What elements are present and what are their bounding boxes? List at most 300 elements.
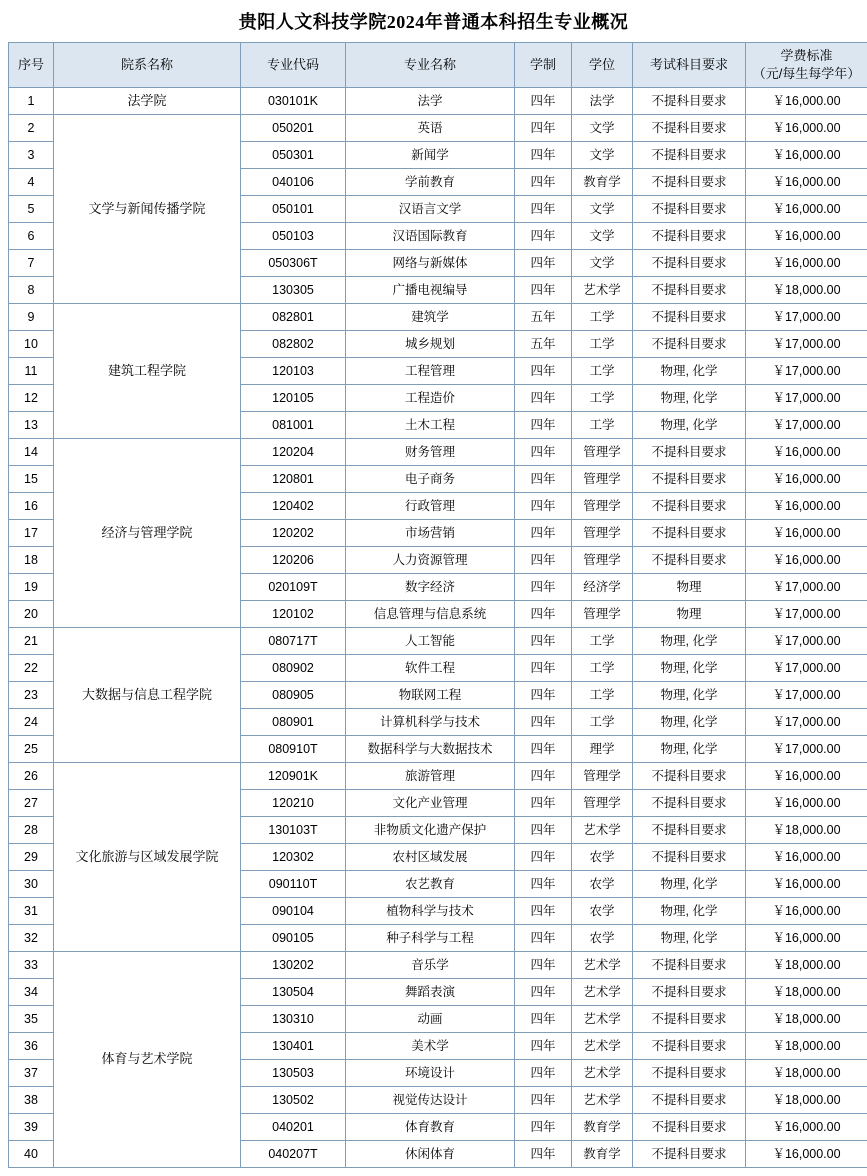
cell-length: 四年 (515, 601, 572, 628)
cell-fee: ￥18,000.00 (746, 817, 867, 844)
cell-fee: ￥17,000.00 (746, 385, 867, 412)
cell-fee: ￥18,000.00 (746, 979, 867, 1006)
cell-exam-requirement: 不提科目要求 (633, 331, 746, 358)
cell-length: 四年 (515, 844, 572, 871)
cell-length: 四年 (515, 547, 572, 574)
cell-major-code: 120402 (241, 493, 346, 520)
cell-exam-requirement: 不提科目要求 (633, 547, 746, 574)
cell-degree: 农学 (572, 898, 633, 925)
cell-major-code: 120901K (241, 763, 346, 790)
column-header-major-name: 专业名称 (346, 43, 515, 88)
cell-fee: ￥17,000.00 (746, 736, 867, 763)
cell-degree: 工学 (572, 709, 633, 736)
cell-exam-requirement: 不提科目要求 (633, 304, 746, 331)
cell-major-name: 财务管理 (346, 439, 515, 466)
cell-index: 30 (9, 871, 54, 898)
cell-index: 10 (9, 331, 54, 358)
cell-exam-requirement: 物理, 化学 (633, 358, 746, 385)
cell-major-name: 建筑学 (346, 304, 515, 331)
cell-exam-requirement: 不提科目要求 (633, 1006, 746, 1033)
cell-major-name: 舞蹈表演 (346, 979, 515, 1006)
cell-exam-requirement: 物理, 化学 (633, 925, 746, 952)
cell-fee: ￥17,000.00 (746, 709, 867, 736)
cell-degree: 管理学 (572, 763, 633, 790)
cell-length: 四年 (515, 736, 572, 763)
column-header-length: 学制 (515, 43, 572, 88)
cell-fee: ￥16,000.00 (746, 196, 867, 223)
cell-exam-requirement: 物理, 化学 (633, 682, 746, 709)
cell-major-code: 130305 (241, 277, 346, 304)
cell-major-code: 130202 (241, 952, 346, 979)
cell-index: 13 (9, 412, 54, 439)
cell-fee: ￥16,000.00 (746, 88, 867, 115)
cell-index: 36 (9, 1033, 54, 1060)
cell-fee: ￥18,000.00 (746, 1087, 867, 1114)
cell-index: 15 (9, 466, 54, 493)
cell-index: 26 (9, 763, 54, 790)
cell-exam-requirement: 物理, 化学 (633, 628, 746, 655)
cell-length: 四年 (515, 1114, 572, 1141)
cell-major-code: 020109T (241, 574, 346, 601)
cell-degree: 管理学 (572, 790, 633, 817)
table-row (9, 763, 867, 790)
cell-major-code: 040207T (241, 1141, 346, 1168)
cell-fee: ￥18,000.00 (746, 277, 867, 304)
cell-degree: 教育学 (572, 1141, 633, 1168)
cell-major-code: 130103T (241, 817, 346, 844)
cell-major-code: 050201 (241, 115, 346, 142)
cell-fee: ￥16,000.00 (746, 493, 867, 520)
cell-exam-requirement: 不提科目要求 (633, 142, 746, 169)
cell-index: 37 (9, 1060, 54, 1087)
cell-exam-requirement: 不提科目要求 (633, 1087, 746, 1114)
cell-fee: ￥16,000.00 (746, 169, 867, 196)
cell-degree: 艺术学 (572, 1060, 633, 1087)
cell-index: 21 (9, 628, 54, 655)
majors-table (8, 42, 867, 1168)
cell-index: 33 (9, 952, 54, 979)
cell-fee: ￥17,000.00 (746, 358, 867, 385)
cell-length: 五年 (515, 331, 572, 358)
cell-major-code: 130401 (241, 1033, 346, 1060)
cell-length: 四年 (515, 628, 572, 655)
cell-major-code: 130504 (241, 979, 346, 1006)
cell-major-name: 人工智能 (346, 628, 515, 655)
cell-fee: ￥17,000.00 (746, 601, 867, 628)
cell-degree: 管理学 (572, 466, 633, 493)
cell-degree: 艺术学 (572, 979, 633, 1006)
cell-fee: ￥16,000.00 (746, 547, 867, 574)
cell-major-name: 数字经济 (346, 574, 515, 601)
cell-exam-requirement: 物理, 化学 (633, 385, 746, 412)
cell-major-code: 050103 (241, 223, 346, 250)
cell-major-name: 土木工程 (346, 412, 515, 439)
cell-length: 四年 (515, 115, 572, 142)
cell-department: 法学院 (54, 88, 241, 115)
cell-major-name: 非物质文化遗产保护 (346, 817, 515, 844)
cell-index: 19 (9, 574, 54, 601)
table-row (9, 952, 867, 979)
cell-exam-requirement: 物理, 化学 (633, 871, 746, 898)
cell-degree: 艺术学 (572, 1033, 633, 1060)
cell-length: 四年 (515, 709, 572, 736)
column-header-fee-line2: （元/每生每学年） (746, 65, 867, 83)
cell-index: 2 (9, 115, 54, 142)
cell-exam-requirement: 不提科目要求 (633, 250, 746, 277)
cell-fee: ￥17,000.00 (746, 628, 867, 655)
cell-major-name: 植物科学与技术 (346, 898, 515, 925)
cell-length: 四年 (515, 952, 572, 979)
page-title: 贵阳人文科技学院2024年普通本科招生专业概况 (8, 8, 859, 34)
table-row (9, 88, 867, 115)
cell-exam-requirement: 不提科目要求 (633, 439, 746, 466)
cell-fee: ￥16,000.00 (746, 1141, 867, 1168)
cell-degree: 农学 (572, 871, 633, 898)
cell-major-code: 080902 (241, 655, 346, 682)
cell-fee: ￥17,000.00 (746, 304, 867, 331)
cell-major-name: 动画 (346, 1006, 515, 1033)
cell-fee: ￥17,000.00 (746, 682, 867, 709)
cell-index: 35 (9, 1006, 54, 1033)
cell-major-code: 090104 (241, 898, 346, 925)
cell-length: 四年 (515, 1033, 572, 1060)
cell-degree: 管理学 (572, 493, 633, 520)
cell-fee: ￥17,000.00 (746, 412, 867, 439)
cell-major-name: 物联网工程 (346, 682, 515, 709)
cell-fee: ￥16,000.00 (746, 439, 867, 466)
cell-degree: 教育学 (572, 1114, 633, 1141)
cell-major-name: 网络与新媒体 (346, 250, 515, 277)
cell-fee: ￥18,000.00 (746, 1033, 867, 1060)
cell-exam-requirement: 物理 (633, 574, 746, 601)
cell-exam-requirement: 物理, 化学 (633, 655, 746, 682)
cell-length: 四年 (515, 196, 572, 223)
cell-major-name: 旅游管理 (346, 763, 515, 790)
cell-length: 四年 (515, 790, 572, 817)
cell-fee: ￥18,000.00 (746, 1060, 867, 1087)
cell-major-name: 市场营销 (346, 520, 515, 547)
cell-exam-requirement: 不提科目要求 (633, 1033, 746, 1060)
cell-major-name: 工程管理 (346, 358, 515, 385)
cell-index: 11 (9, 358, 54, 385)
cell-fee: ￥17,000.00 (746, 574, 867, 601)
cell-index: 5 (9, 196, 54, 223)
cell-length: 四年 (515, 682, 572, 709)
cell-fee: ￥17,000.00 (746, 331, 867, 358)
cell-exam-requirement: 不提科目要求 (633, 466, 746, 493)
cell-degree: 工学 (572, 412, 633, 439)
cell-length: 四年 (515, 466, 572, 493)
cell-major-code: 130502 (241, 1087, 346, 1114)
cell-exam-requirement: 不提科目要求 (633, 520, 746, 547)
cell-fee: ￥16,000.00 (746, 250, 867, 277)
cell-fee: ￥16,000.00 (746, 871, 867, 898)
cell-degree: 文学 (572, 115, 633, 142)
column-header-degree: 学位 (572, 43, 633, 88)
cell-length: 四年 (515, 169, 572, 196)
cell-exam-requirement: 物理, 化学 (633, 898, 746, 925)
cell-major-name: 新闻学 (346, 142, 515, 169)
cell-major-name: 行政管理 (346, 493, 515, 520)
cell-index: 8 (9, 277, 54, 304)
cell-major-code: 120210 (241, 790, 346, 817)
cell-fee: ￥16,000.00 (746, 223, 867, 250)
cell-major-code: 120102 (241, 601, 346, 628)
cell-major-name: 英语 (346, 115, 515, 142)
cell-degree: 艺术学 (572, 952, 633, 979)
cell-major-code: 030101K (241, 88, 346, 115)
cell-major-name: 工程造价 (346, 385, 515, 412)
cell-major-code: 050101 (241, 196, 346, 223)
cell-exam-requirement: 物理, 化学 (633, 412, 746, 439)
cell-exam-requirement: 不提科目要求 (633, 196, 746, 223)
column-header-exam: 考试科目要求 (633, 43, 746, 88)
cell-length: 四年 (515, 142, 572, 169)
cell-department: 经济与管理学院 (54, 439, 241, 628)
cell-major-name: 环境设计 (346, 1060, 515, 1087)
cell-exam-requirement: 不提科目要求 (633, 115, 746, 142)
cell-major-name: 农村区域发展 (346, 844, 515, 871)
table-header (9, 43, 867, 88)
cell-index: 32 (9, 925, 54, 952)
cell-exam-requirement: 不提科目要求 (633, 844, 746, 871)
table-header-row (9, 43, 867, 88)
cell-exam-requirement: 不提科目要求 (633, 790, 746, 817)
column-header-major-code: 专业代码 (241, 43, 346, 88)
cell-major-code: 080717T (241, 628, 346, 655)
cell-length: 四年 (515, 1006, 572, 1033)
cell-major-code: 040106 (241, 169, 346, 196)
cell-department: 文化旅游与区域发展学院 (54, 763, 241, 952)
cell-index: 29 (9, 844, 54, 871)
cell-index: 20 (9, 601, 54, 628)
cell-index: 24 (9, 709, 54, 736)
cell-fee: ￥16,000.00 (746, 844, 867, 871)
cell-major-name: 人力资源管理 (346, 547, 515, 574)
cell-major-name: 视觉传达设计 (346, 1087, 515, 1114)
cell-major-name: 数据科学与大数据技术 (346, 736, 515, 763)
cell-fee: ￥16,000.00 (746, 520, 867, 547)
cell-fee: ￥18,000.00 (746, 952, 867, 979)
cell-length: 四年 (515, 250, 572, 277)
cell-length: 四年 (515, 358, 572, 385)
cell-length: 五年 (515, 304, 572, 331)
cell-length: 四年 (515, 925, 572, 952)
cell-major-name: 学前教育 (346, 169, 515, 196)
cell-degree: 工学 (572, 655, 633, 682)
cell-exam-requirement: 物理, 化学 (633, 709, 746, 736)
cell-length: 四年 (515, 763, 572, 790)
cell-fee: ￥16,000.00 (746, 1114, 867, 1141)
cell-major-name: 文化产业管理 (346, 790, 515, 817)
cell-major-name: 农艺教育 (346, 871, 515, 898)
cell-exam-requirement: 不提科目要求 (633, 817, 746, 844)
cell-index: 4 (9, 169, 54, 196)
cell-length: 四年 (515, 277, 572, 304)
cell-major-name: 音乐学 (346, 952, 515, 979)
cell-degree: 工学 (572, 304, 633, 331)
cell-major-code: 080905 (241, 682, 346, 709)
cell-index: 3 (9, 142, 54, 169)
cell-length: 四年 (515, 412, 572, 439)
cell-exam-requirement: 不提科目要求 (633, 979, 746, 1006)
cell-degree: 管理学 (572, 520, 633, 547)
cell-degree: 农学 (572, 925, 633, 952)
column-header-fee-line1: 学费标准 (746, 47, 867, 65)
cell-degree: 艺术学 (572, 1006, 633, 1033)
cell-major-code: 120105 (241, 385, 346, 412)
cell-length: 四年 (515, 1087, 572, 1114)
cell-major-code: 130503 (241, 1060, 346, 1087)
cell-fee: ￥16,000.00 (746, 142, 867, 169)
cell-index: 38 (9, 1087, 54, 1114)
cell-length: 四年 (515, 898, 572, 925)
cell-major-name: 广播电视编导 (346, 277, 515, 304)
cell-fee: ￥16,000.00 (746, 466, 867, 493)
cell-major-name: 汉语国际教育 (346, 223, 515, 250)
cell-degree: 艺术学 (572, 1087, 633, 1114)
cell-major-code: 120206 (241, 547, 346, 574)
cell-major-code: 082801 (241, 304, 346, 331)
cell-exam-requirement: 不提科目要求 (633, 88, 746, 115)
cell-department: 大数据与信息工程学院 (54, 628, 241, 763)
cell-major-code: 082802 (241, 331, 346, 358)
cell-index: 23 (9, 682, 54, 709)
cell-degree: 教育学 (572, 169, 633, 196)
cell-length: 四年 (515, 493, 572, 520)
cell-length: 四年 (515, 655, 572, 682)
cell-fee: ￥16,000.00 (746, 763, 867, 790)
cell-major-name: 软件工程 (346, 655, 515, 682)
cell-index: 9 (9, 304, 54, 331)
column-header-fee (746, 43, 867, 88)
cell-index: 34 (9, 979, 54, 1006)
cell-degree: 农学 (572, 844, 633, 871)
cell-department: 体育与艺术学院 (54, 952, 241, 1168)
cell-length: 四年 (515, 1060, 572, 1087)
cell-exam-requirement: 不提科目要求 (633, 1060, 746, 1087)
cell-major-code: 050306T (241, 250, 346, 277)
cell-fee: ￥16,000.00 (746, 925, 867, 952)
cell-index: 39 (9, 1114, 54, 1141)
cell-exam-requirement: 不提科目要求 (633, 952, 746, 979)
cell-degree: 工学 (572, 331, 633, 358)
table-row (9, 628, 867, 655)
cell-major-name: 信息管理与信息系统 (346, 601, 515, 628)
cell-degree: 工学 (572, 682, 633, 709)
cell-major-code: 040201 (241, 1114, 346, 1141)
cell-index: 1 (9, 88, 54, 115)
cell-exam-requirement: 不提科目要求 (633, 223, 746, 250)
cell-index: 40 (9, 1141, 54, 1168)
cell-length: 四年 (515, 1141, 572, 1168)
cell-length: 四年 (515, 88, 572, 115)
table-body (9, 88, 867, 1168)
cell-exam-requirement: 不提科目要求 (633, 1141, 746, 1168)
cell-degree: 艺术学 (572, 817, 633, 844)
cell-index: 25 (9, 736, 54, 763)
cell-degree: 法学 (572, 88, 633, 115)
cell-major-name: 法学 (346, 88, 515, 115)
cell-length: 四年 (515, 871, 572, 898)
cell-major-code: 120801 (241, 466, 346, 493)
cell-major-code: 130310 (241, 1006, 346, 1033)
cell-degree: 文学 (572, 142, 633, 169)
cell-major-code: 081001 (241, 412, 346, 439)
cell-index: 31 (9, 898, 54, 925)
cell-major-name: 种子科学与工程 (346, 925, 515, 952)
cell-index: 6 (9, 223, 54, 250)
cell-major-code: 080901 (241, 709, 346, 736)
cell-degree: 文学 (572, 196, 633, 223)
cell-length: 四年 (515, 817, 572, 844)
cell-fee: ￥16,000.00 (746, 115, 867, 142)
cell-length: 四年 (515, 439, 572, 466)
cell-major-name: 计算机科学与技术 (346, 709, 515, 736)
cell-major-name: 体育教育 (346, 1114, 515, 1141)
cell-index: 17 (9, 520, 54, 547)
cell-fee: ￥17,000.00 (746, 655, 867, 682)
column-header-index: 序号 (9, 43, 54, 88)
cell-degree: 管理学 (572, 601, 633, 628)
cell-degree: 管理学 (572, 547, 633, 574)
cell-degree: 理学 (572, 736, 633, 763)
cell-index: 16 (9, 493, 54, 520)
cell-length: 四年 (515, 574, 572, 601)
cell-exam-requirement: 不提科目要求 (633, 1114, 746, 1141)
cell-major-code: 050301 (241, 142, 346, 169)
cell-major-code: 080910T (241, 736, 346, 763)
table-row (9, 439, 867, 466)
cell-major-name: 休闲体育 (346, 1141, 515, 1168)
cell-index: 14 (9, 439, 54, 466)
cell-exam-requirement: 不提科目要求 (633, 169, 746, 196)
cell-index: 28 (9, 817, 54, 844)
cell-length: 四年 (515, 979, 572, 1006)
cell-major-code: 120302 (241, 844, 346, 871)
cell-exam-requirement: 物理 (633, 601, 746, 628)
cell-major-name: 城乡规划 (346, 331, 515, 358)
cell-index: 18 (9, 547, 54, 574)
cell-major-code: 120204 (241, 439, 346, 466)
cell-major-name: 电子商务 (346, 466, 515, 493)
cell-fee: ￥16,000.00 (746, 790, 867, 817)
table-row (9, 304, 867, 331)
cell-index: 7 (9, 250, 54, 277)
column-header-department: 院系名称 (54, 43, 241, 88)
cell-degree: 文学 (572, 223, 633, 250)
cell-index: 12 (9, 385, 54, 412)
cell-fee: ￥16,000.00 (746, 898, 867, 925)
cell-major-code: 120202 (241, 520, 346, 547)
cell-major-code: 090110T (241, 871, 346, 898)
table-row (9, 115, 867, 142)
cell-length: 四年 (515, 385, 572, 412)
cell-degree: 管理学 (572, 439, 633, 466)
cell-length: 四年 (515, 520, 572, 547)
cell-exam-requirement: 不提科目要求 (633, 277, 746, 304)
cell-degree: 文学 (572, 250, 633, 277)
cell-major-name: 汉语言文学 (346, 196, 515, 223)
cell-major-code: 120103 (241, 358, 346, 385)
cell-degree: 经济学 (572, 574, 633, 601)
cell-department: 文学与新闻传播学院 (54, 115, 241, 304)
cell-degree: 工学 (572, 358, 633, 385)
cell-index: 22 (9, 655, 54, 682)
cell-exam-requirement: 不提科目要求 (633, 763, 746, 790)
cell-major-code: 090105 (241, 925, 346, 952)
cell-degree: 工学 (572, 385, 633, 412)
